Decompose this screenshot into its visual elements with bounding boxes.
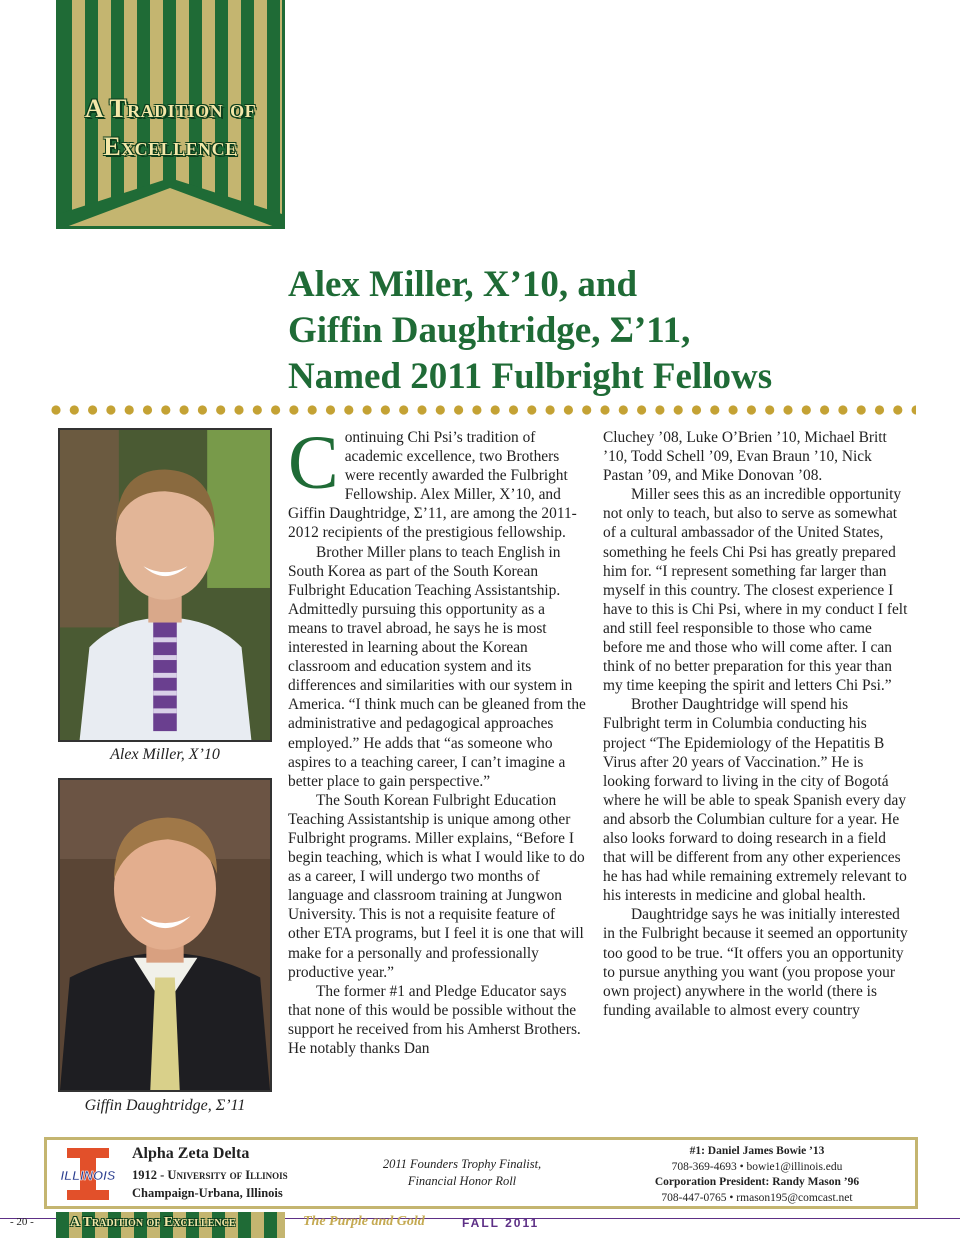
divider-dot	[125, 405, 134, 414]
banner-title	[69, 90, 272, 166]
chapter-founded: 1912 - University of Illinois	[132, 1168, 288, 1182]
divider-dot	[454, 405, 463, 414]
honors-line1: 2011 Founders Trophy Finalist,	[382, 1157, 542, 1171]
headline-line3: Named 2011 Fulbright Fellows	[288, 356, 773, 397]
divider-dot	[70, 405, 79, 414]
banner-chevron-icon	[59, 174, 282, 226]
divider-dot	[363, 405, 372, 414]
divider-dot	[747, 405, 756, 414]
divider-dot	[326, 405, 335, 414]
article-paragraph: Miller sees this as an incredible opportunity not only to teach, but also to serve as somewhat of a cultural ambassador of the United States, something he feels Chi Psi has greatly prepared him for. “I represent something far larger than myself in this country. The closest experience I have to this is Chi Psi, where in my conduct I felt and still feel responsible to those who came before me and those who will come after. I can think of no better preparation for this year than my time keeping the spirit and letters Chi Psi.”	[603, 486, 908, 695]
headline-line2: Giffin Daughtridge, Σ’11,	[288, 310, 691, 351]
divider-dot	[857, 405, 866, 414]
divider-dot	[51, 405, 60, 414]
illinois-logo-icon	[57, 1146, 119, 1202]
divider-dot	[472, 405, 481, 414]
divider-dot	[820, 405, 829, 414]
article-paragraph: Brother Miller plans to teach English in South Korea as part of the South Korean Fulbright Education Teaching Assistantship. Admittedly pursuing this opportunity as a means to travel abroad, he says he is most interested in learning about the Korean classroom and education system and its differences and similarities with our system in America. “I think much can be gleaned from the administrative and pedagogical approaches employed.” He adds that “as someone who aspires to a teaching career, I can’t imagine a better place to gain perspective.”	[288, 543, 586, 790]
chapter-info-box	[44, 1137, 918, 1209]
banner-title-line2: Excellence	[103, 132, 238, 161]
article-paragraph: Brother Daughtridge will spend his Fulbright term in Columbia conducting his project “The Epidemiology of the Hepatitis B Virus after 20 years of Vaccination.” He is looking forward to living in the city of Bogotá where he will be able to speak Spanish every day and absorb the Columbian culture for a year. He also looks forward to doing research in a field that will be different from any other experiences he has had while remaining extremely relevant to his interests in medicine and global health.	[603, 696, 907, 905]
divider-dot	[527, 405, 536, 414]
article-headline	[288, 262, 928, 400]
divider-dot	[344, 405, 353, 414]
article-paragraph: Cluchey ’08, Luke O’Brien ’10, Michael Britt ’10, Todd Schell ’09, Evan Braun ’10, Nick Pastan ’09, and Mike Donovan ’08.	[603, 429, 887, 485]
divider-dot	[88, 405, 97, 414]
divider-dot	[289, 405, 298, 414]
divider-dot	[600, 405, 609, 414]
section-banner	[56, 0, 285, 229]
divider-dot	[729, 405, 738, 414]
divider-dot	[564, 405, 573, 414]
dotted-divider	[48, 403, 916, 417]
illinois-logo-text: ILLINOIS	[60, 1168, 116, 1183]
divider-dot	[271, 405, 280, 414]
contact2-details: 708-447-0765 • rmason195@comcast.net	[661, 1191, 853, 1204]
divider-dot	[893, 405, 902, 414]
divider-dot	[509, 405, 518, 414]
divider-dot	[619, 405, 628, 414]
drop-cap: C	[288, 421, 339, 505]
divider-dot	[308, 405, 317, 414]
divider-dot	[399, 405, 408, 414]
divider-dot	[234, 405, 243, 414]
divider-dot	[417, 405, 426, 414]
divider-dot	[637, 405, 646, 414]
divider-dot	[180, 405, 189, 414]
publication-issue: FALL 2011	[462, 1216, 540, 1230]
article-paragraph: The South Korean Fulbright Education Teaching Assistantship is unique among other Fulbright programs. Miller explains, “Before I begin teaching, which is what I would like to do as a career, I will undergo two months of language and classroom training at Jungwon University. This is not a requisite feature of other ETA programs, but I feel it is one that will make for a personally and professionally productive year.”	[288, 791, 585, 981]
contact1-details: 708-369-4693 • bowie1@illinois.edu	[671, 1160, 843, 1173]
article-column-1	[288, 421, 588, 1058]
divider-dot	[655, 405, 664, 414]
contact2-title: Corporation President: Randy Mason ’96	[654, 1176, 860, 1188]
article-paragraph: Continuing Chi Psi’s tradition of academic excellence, two Brothers were recently awarded the Fulbright Fellowship. Alex Miller, X’10, and Giffin Daughtridge, Σ’11, are among the 2011-2012 recipients of the prestigious fellowship.	[288, 421, 577, 542]
divider-dot	[838, 405, 847, 414]
article-paragraph: The former #1 and Pledge Educator says that none of this would be possible without the support he received from his Amherst Brothers. He notably thanks Dan	[288, 982, 581, 1057]
contact1-title: #1: Daniel James Bowie ’13	[689, 1145, 825, 1157]
divider-dot	[674, 405, 683, 414]
divider-dot	[143, 405, 152, 414]
portrait-image	[60, 430, 270, 740]
divider-dot	[253, 405, 262, 414]
divider-dot	[582, 405, 591, 414]
headline-line1: Alex Miller, X’10, and	[288, 264, 638, 305]
chapter-name: Alpha Zeta Delta	[132, 1145, 250, 1162]
divider-dot	[912, 405, 917, 414]
divider-dot	[436, 405, 445, 414]
divider-dot	[765, 405, 774, 414]
photo-giffin-daughtridge	[58, 778, 272, 1092]
divider-dot	[198, 405, 207, 414]
divider-dot	[216, 405, 225, 414]
chapter-honors	[367, 1156, 557, 1190]
photo-caption-giffin-daughtridge: Giffin Daughtridge, Σ’11	[84, 1097, 246, 1114]
divider-dot	[106, 405, 115, 414]
article-column-2	[603, 428, 908, 1020]
publication-name: The Purple and Gold	[303, 1214, 425, 1229]
photo-alex-miller	[58, 428, 272, 742]
chapter-location: Champaign-Urbana, Illinois	[132, 1186, 283, 1200]
divider-dot	[546, 405, 555, 414]
divider-dot	[783, 405, 792, 414]
article-paragraph: Daughtridge says he was initially interested in the Fulbright because it seemed an opportunity too good to be true. “It offers you an opportunity to pursue anything you want (you propose your own project) anywhere in the world (there is funding available to almost every country	[603, 906, 908, 1019]
divider-dot	[491, 405, 500, 414]
divider-dot	[161, 405, 170, 414]
banner-title-line1: A Tradition of	[84, 94, 257, 123]
divider-dot	[381, 405, 390, 414]
divider-dot	[710, 405, 719, 414]
honors-line2: Financial Honor Roll	[407, 1174, 517, 1188]
divider-dot	[692, 405, 701, 414]
footer-section-title: A Tradition of Excellence	[70, 1215, 236, 1230]
divider-dot	[875, 405, 884, 414]
chapter-contacts	[607, 1144, 907, 1206]
photo-caption-alex-miller: Alex Miller, X’10	[110, 746, 220, 763]
page-number: - 20 -	[10, 1216, 34, 1228]
divider-dot	[802, 405, 811, 414]
portrait-image	[60, 780, 270, 1090]
